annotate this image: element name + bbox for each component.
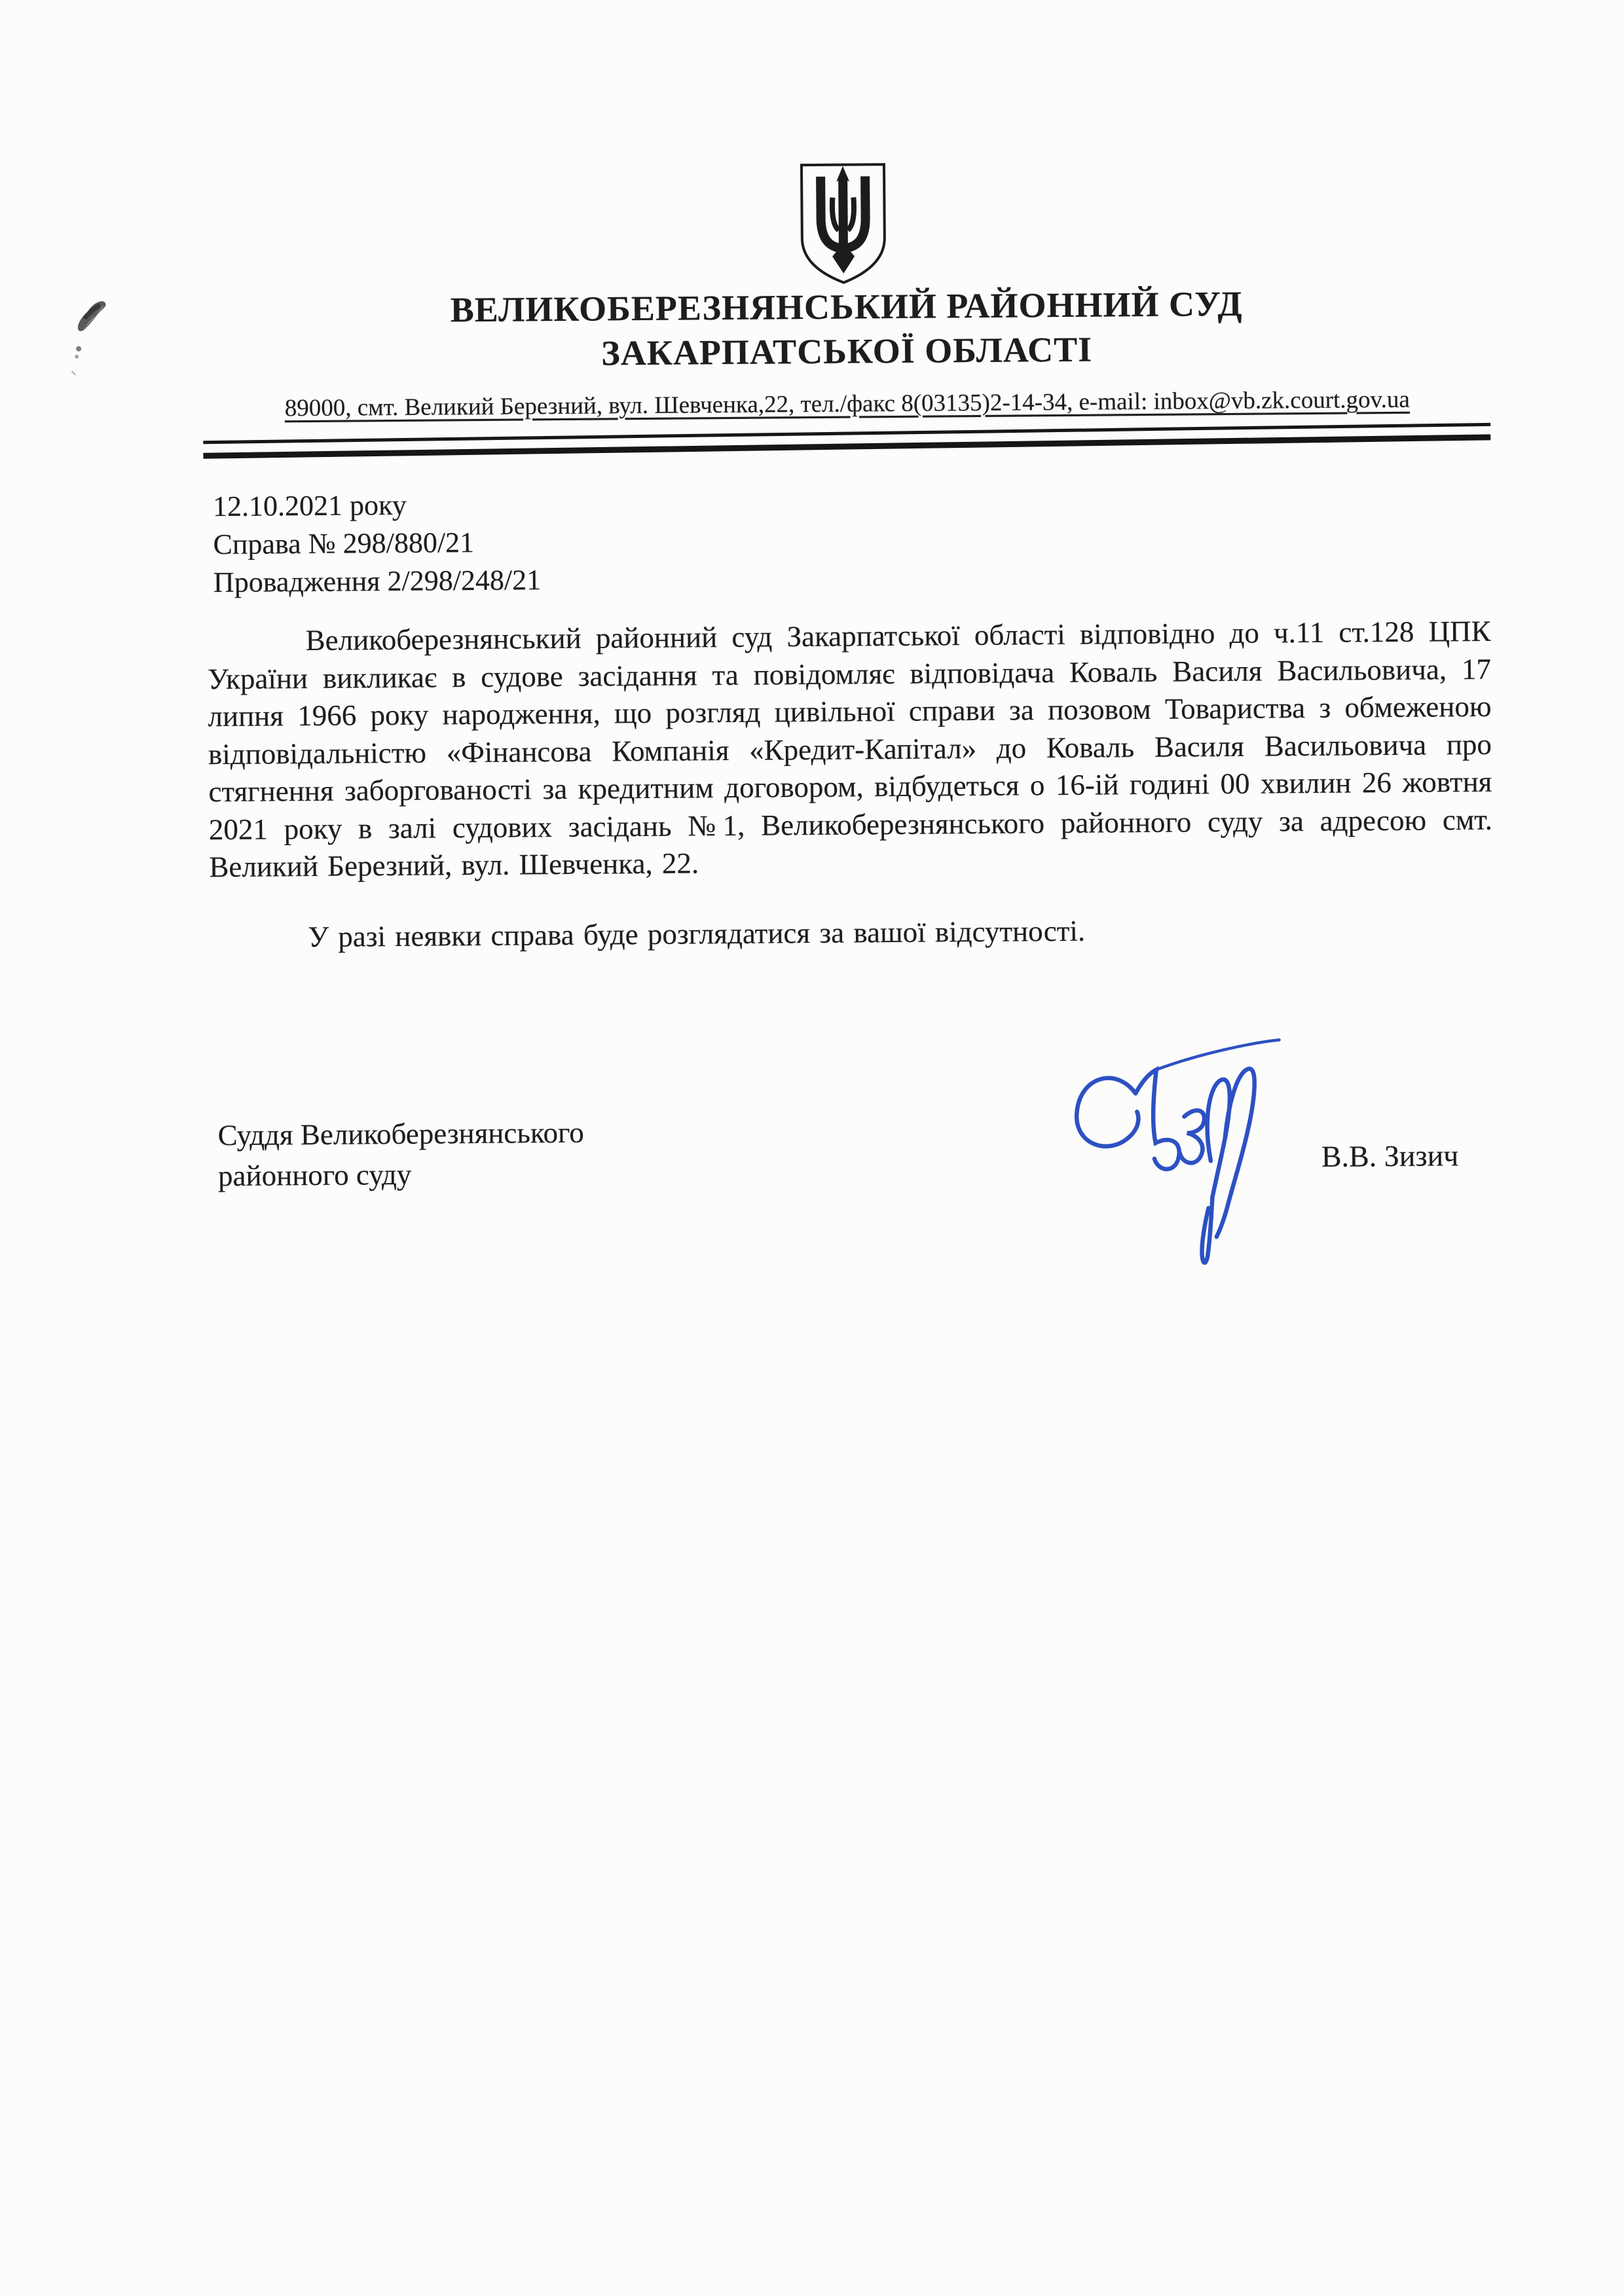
court-name-line2: ЗАКАРПАТСЬКОЇ ОБЛАСТІ (601, 329, 1093, 373)
summons-main-paragraph: Великоберезнянський районний суд Закарпатської області відповідно до ч.11 ст.128 ЦПК України викликає в судове засідання та повідомляє відповідача Коваль Василя Васильовича, 17 липня 1966 року народження, що розгляд цивільної справи за позовом Товариства з обмеженою відповідальністю «Фінансова Компанія «Кредит-Капітал» до Коваль Василя Васильовича про стягнення заборгованості за кредитним договором, відбудеться о 16-ій годині 00 хвилин 26 жовтня 2021 року в залі судових засідань №1, Великоберезнянського районного суду за адресою смт. Великий Березний, вул. Шевченка, 22. (207, 614, 1493, 884)
summons-body (207, 613, 1493, 957)
document-date: 12.10.2021 року (212, 488, 407, 523)
proceeding-number: Провадження 2/298/248/21 (213, 564, 542, 599)
court-contact-line: 89000, смт. Великий Березний, вул. Шевченка,22, тел./факс 8(03135)2-14-34, e-mail: inbox@vb.zk.court.gov.ua (284, 386, 1411, 422)
scan-smudge-artifact (68, 280, 115, 379)
case-number: Справа № 298/880/21 (213, 526, 475, 561)
ukraine-trident-emblem-icon (796, 160, 891, 287)
signer-title-block (217, 1112, 584, 1196)
case-info-block (213, 485, 542, 602)
judge-name: В.В. Зизич (1321, 1139, 1459, 1173)
summons-absence-paragraph: У разі неявки справа буде розглядатися за вашої відсутності. (307, 914, 1086, 953)
signer-title-line1: Суддя Великоберезнянського (217, 1116, 585, 1152)
court-name-line1: ВЕЛИКОБЕРЕЗНЯНСЬКИЙ РАЙОННИЙ СУД (450, 283, 1243, 330)
handwritten-signature-ink (1061, 1032, 1319, 1276)
signer-title-line2: районного суду (217, 1157, 412, 1193)
